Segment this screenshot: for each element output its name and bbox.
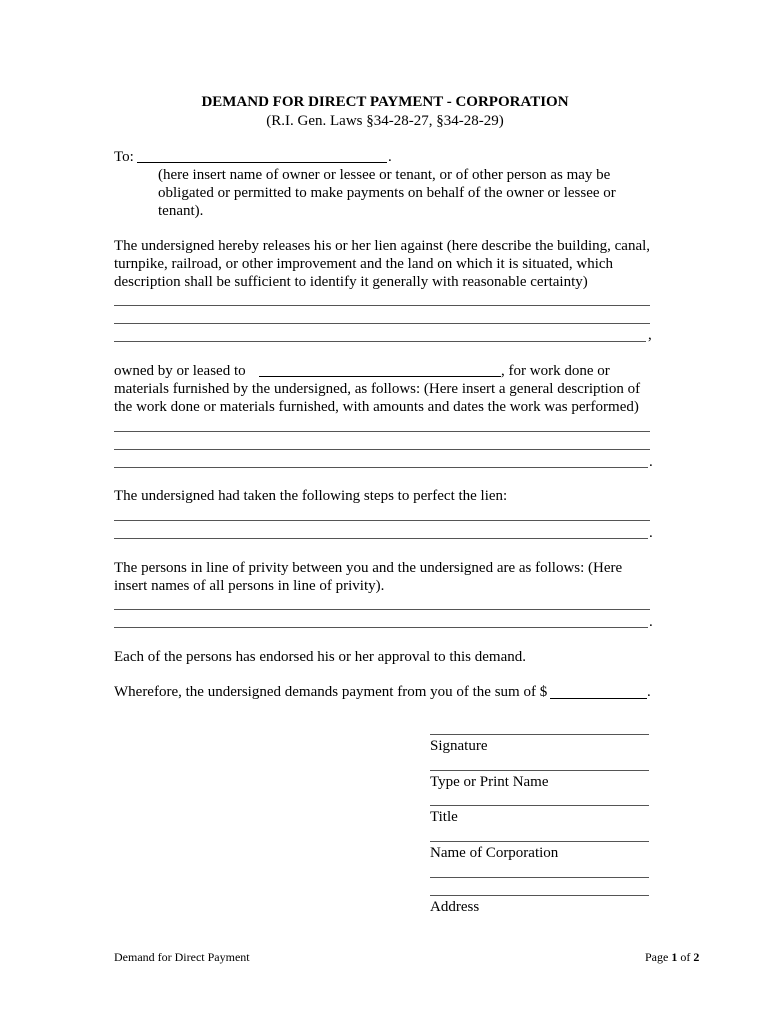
wherefore-end-period: . [647, 684, 651, 700]
signature-line[interactable] [430, 734, 649, 735]
release-end-comma: , [648, 327, 652, 343]
endorsed-text: Each of the persons has endorsed his or her approval to this demand. [114, 649, 526, 665]
owned-suffix: , for work done or [501, 363, 610, 379]
property-description-line-3[interactable] [114, 341, 646, 342]
page-subtitle: (R.I. Gen. Laws §34-28-27, §34-28-29) [266, 113, 504, 129]
to-instruction-line-1: (here insert name of owner or lessee or tenant, or of other person as may be [158, 167, 611, 183]
wherefore-text: Wherefore, the undersigned demands payment from you of the sum of $ [114, 684, 548, 700]
work-description-line-2[interactable] [114, 449, 650, 450]
steps-line-1[interactable] [114, 520, 650, 521]
signature-label: Signature [430, 738, 488, 754]
page-total: 2 [693, 950, 700, 964]
to-label: To: [114, 149, 134, 165]
owned-line-2: materials furnished by the undersigned, as follows: (Here insert a general description of [114, 381, 641, 397]
title-line[interactable] [430, 805, 649, 806]
print-name-line[interactable] [430, 770, 649, 771]
owned-line-3: the work done or materials furnished, with amounts and dates the work was performed) [114, 399, 639, 415]
page-prefix: Page [645, 950, 669, 964]
property-description-line-2[interactable] [114, 323, 650, 324]
footer-page-number [645, 948, 699, 967]
privity-names-line-2[interactable] [114, 627, 648, 628]
property-description-line-1[interactable] [114, 305, 650, 306]
release-line-1: The undersigned hereby releases his or her lien against (here describe the building, canal, [114, 238, 651, 254]
privity-line-2: insert names of all persons in line of privity). [114, 578, 385, 594]
footer-document-name: Demand for Direct Payment [114, 950, 250, 964]
privity-names-line-1[interactable] [114, 609, 650, 610]
steps-end-period: . [649, 525, 653, 541]
owned-end-period: . [649, 454, 653, 470]
to-instruction-line-2: obligated or permitted to make payments on behalf of the owner or lessee or [158, 185, 616, 201]
release-line-3: description shall be sufficient to identify it generally with reasonable certainty) [114, 274, 588, 290]
work-description-line-1[interactable] [114, 431, 650, 432]
page-of: of [680, 950, 691, 964]
address-line-2[interactable] [430, 895, 649, 896]
steps-text: The undersigned had taken the following steps to perfect the lien: [114, 488, 508, 504]
page-title: DEMAND FOR DIRECT PAYMENT - CORPORATION [201, 94, 569, 110]
to-instruction-line-3: tenant). [158, 203, 204, 219]
steps-line-2[interactable] [114, 538, 648, 539]
corporation-line[interactable] [430, 841, 649, 842]
address-line-1[interactable] [430, 877, 649, 878]
payment-amount-blank[interactable] [550, 698, 647, 699]
title-label: Title [430, 809, 458, 825]
privity-line-1: The persons in line of privity between you and the undersigned are as follows: (Here [114, 560, 623, 576]
to-trailing-period: . [388, 149, 392, 165]
owner-name-blank[interactable] [259, 376, 501, 377]
to-recipient-blank[interactable] [137, 162, 387, 163]
print-name-label: Type or Print Name [430, 774, 549, 790]
privity-end-period: . [649, 614, 653, 630]
address-label: Address [430, 899, 480, 915]
corporation-label: Name of Corporation [430, 845, 559, 861]
release-line-2: turnpike, railroad, or other improvement and the land on which it is situated, which [114, 256, 614, 272]
owned-prefix: owned by or leased to [114, 363, 246, 379]
page-current: 1 [671, 950, 678, 964]
work-description-line-3[interactable] [114, 467, 648, 468]
